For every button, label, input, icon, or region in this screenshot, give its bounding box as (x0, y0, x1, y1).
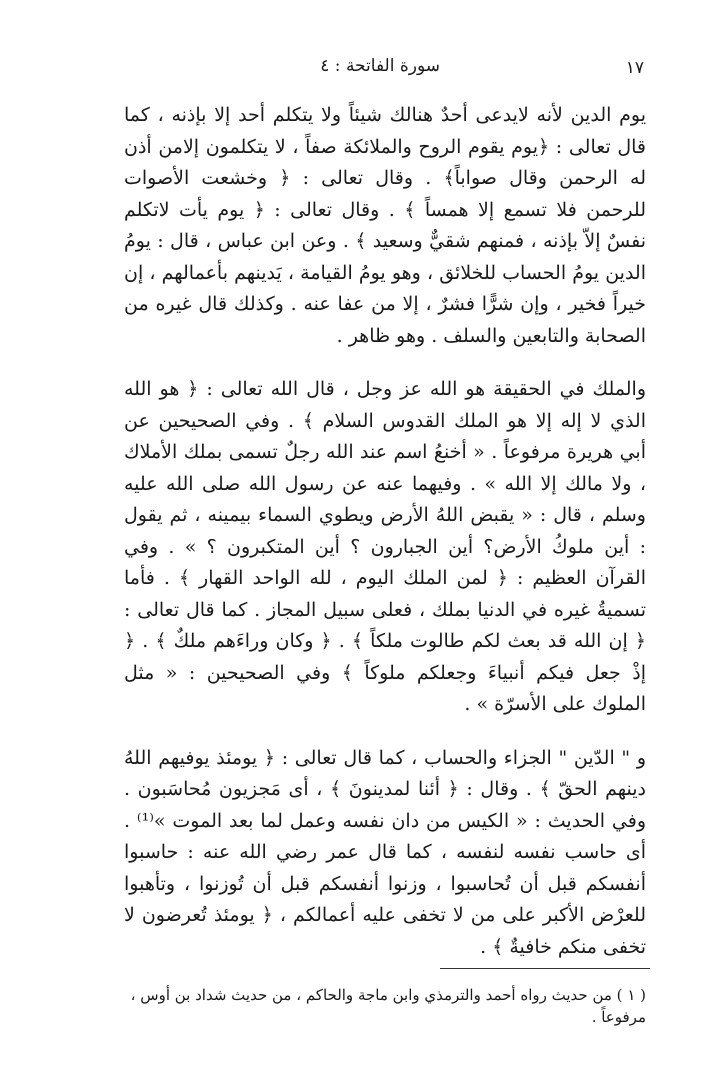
paragraph-day-of-judgment: يوم الدين لأنه لايدعى أحدٌ هنالك شيئاً ولا يتكلم أحد إلا بإذنه ، كما قال تعالى : ﴿يوم يقوم الروح والملائكة صفاً ، لا يتكلمون إلامن أذن له الرحمن وقال صواباً﴾ . وقال تعالى : ﴿ وخشعت الأصوات للرحمن فلا تسمع إلا همساً ﴾ . وقال تعالى : ﴿ يوم يأت لاتكلم نفسٌ إلاّ بإذنه ، فمنهم شقيٌّ وسعيد ﴾ . وعن ابن عباس ، قال : يومُ الدين يومُ الحساب للخلائق ، وهو يومُ القيامة ، يَدينهم بأعمالهم ، إن خيراً فخير ، وإن شرًّا فشرٌ ، إلا من عفا عنه . وكذلك قال غيره من الصحابة والتابعين والسلف . وهو ظاهر . (124, 104, 646, 347)
footnote-divider (440, 968, 650, 969)
running-header (100, 56, 644, 84)
footnote: ( ١ ) من حديث رواه أحمد والترمذي وابن ماجة والحاكم ، من حديث شداد بن أوس ، مرفوعاً . (130, 986, 646, 1026)
chapter-title: سورة الفاتحة : ٤ (320, 56, 440, 76)
paragraph-kingship: والملك في الحقيقة هو الله عز وجل ، قال الله تعالى : ﴿ هو الله الذي لا إله إلا هو الملك القدوس السلام ﴾ . وفي الصحيحين عن أبي هريرة مرفوعاً . « أخنعُ اسم عند الله رجلٌ تسمى بملك الأملاك ، ولا مالك إلا الله » . وفيهما عنه عن رسول الله صلى الله عليه وسلم ، قال : « يقبض اللهُ الأرض ويطوي السماء بيمينه ، ثم يقول : أين ملوكُ الأرض؟ أين الجبارون ؟ أين المتكبرون ؟ » . وفي القرآن العظيم : ﴿ لمن الملك اليوم ، لله الواحد القهار ﴾ . فأما تسميةُ غيره في الدنيا بملك ، فعلى سبيل المجاز . كما قال تعالى : ﴿ إن الله قد بعث لكم طالوت ملكاً ﴾ . ﴿ وكان وراءَهم ملكٌ ﴾ . ﴿ إذْ جعل فيكم أنبياءَ وجعلكم ملوكاً ﴾ وفي الصحيحين : « مثل الملوك على الأسرّة » . (124, 378, 646, 715)
body-text (124, 100, 646, 963)
page-number: ١٧ (625, 58, 644, 78)
paragraph-religion-reckoning: و " الدّين " الجزاء والحساب ، كما قال تعالى : ﴿ يومئذ يوفيهم اللهُ دينهم الحقّ ﴾ . وقال : ﴿ أئنا لمدينونَ ﴾ ، أى مَجزيون مُحاسَبون . وفي الحديث : « الكيس من دان نفسه وعمل لما بعد الموت »⁽¹⁾ . أى حاسب نفسه لنفسه ، كما قال عمر رضي الله عنه : حاسبوا أنفسكم قبل أن تُحاسبوا ، وزنوا أنفسكم قبل أن تُوزنوا ، وتأهبوا للعرْض الأكبر على من لا تخفى عليه أعمالكم ، ﴿ يومئذ تُعرضون لا تخفى منكم خافيةٌ ﴾ . (124, 746, 646, 958)
